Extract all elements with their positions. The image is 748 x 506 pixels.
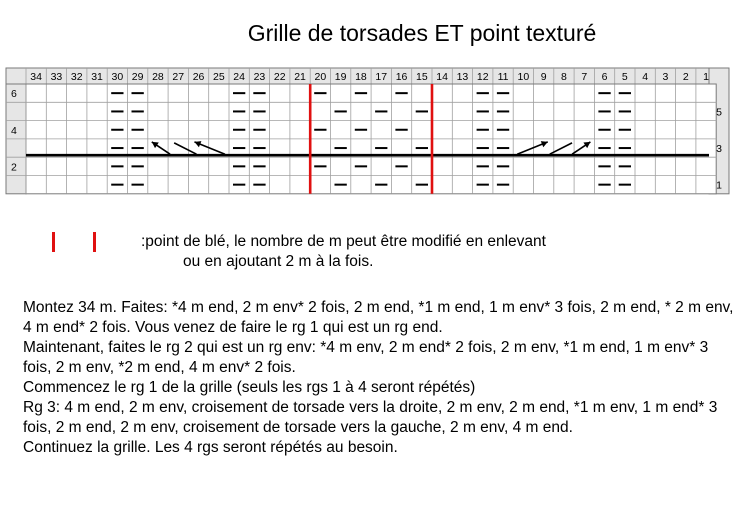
legend-description (141, 232, 701, 272)
knitting-instructions (23, 298, 738, 458)
row-number-label: 3 (716, 143, 722, 156)
stitch-number-label: 24 (233, 71, 245, 83)
stitch-number-label: 8 (561, 71, 567, 83)
stitch-number-label: 5 (621, 71, 628, 83)
stitch-number-label: 16 (395, 71, 408, 83)
instruction-paragraph: Rg 3: 4 m end, 2 m env, croisement de torsade vers la droite, 2 m env, 2 m end, *1 m env, 1 m end* 3 fois, 2 m end, 2 m env, croisement de torsade vers la gauche, 2 m env, 4 m end. (23, 399, 718, 436)
stitch-number-label: 27 (172, 71, 185, 83)
stitch-number-label: 29 (131, 71, 144, 83)
stitch-number-label: 6 (601, 71, 608, 83)
stitch-number-label: 2 (682, 71, 689, 83)
instruction-paragraph: Montez 34 m. Faites: *4 m end, 2 m env* 2 fois, 2 m end, *1 m end, 1 m env* 3 fois, 2 m end, * 2 m env, 4 m end* 2 fois. Vous venez de faire le rg 1 qui est un rg end. (23, 299, 734, 336)
stitch-number-label: 21 (294, 71, 306, 83)
stitch-number-label: 4 (642, 71, 649, 83)
stitch-number-label: 14 (436, 71, 448, 83)
knitting-chart-grid (0, 0, 748, 200)
stitch-number-label: 25 (213, 71, 225, 83)
legend-red-bar-right (93, 232, 96, 252)
row-number-label: 6 (11, 88, 17, 101)
stitch-number-label: 31 (91, 71, 103, 83)
stitch-number-label: 3 (662, 71, 669, 83)
stitch-number-label: 32 (70, 71, 83, 83)
stitch-number-label: 13 (456, 71, 469, 83)
row-number-label: 1 (716, 179, 722, 192)
stitch-number-label: 7 (581, 71, 588, 83)
stitch-number-label: 30 (111, 71, 124, 83)
stitch-number-label: 33 (50, 71, 63, 83)
stitch-number-label: 19 (334, 71, 347, 83)
legend-red-bar-left (52, 232, 55, 252)
stitch-number-label: 18 (355, 71, 367, 83)
stitch-number-label: 12 (476, 71, 489, 83)
stitch-number-label: 11 (497, 71, 509, 83)
stitch-number-label: 26 (192, 71, 205, 83)
page-title: Grille de torsades ET point texturé (247, 20, 597, 46)
stitch-number-label: 22 (273, 71, 286, 83)
stitch-number-label: 20 (314, 71, 327, 83)
stitch-number-label: 10 (517, 71, 530, 83)
legend-line-2: ou en ajoutant 2 m à la fois. (183, 253, 374, 270)
stitch-number-label: 9 (540, 71, 547, 83)
stitch-number-label: 1 (703, 71, 709, 83)
stitch-number-label: 17 (375, 71, 388, 83)
stitch-number-label: 28 (152, 71, 164, 83)
legend-line-1: :point de blé, le nombre de m peut être modifié en enlevant (141, 233, 546, 250)
instruction-paragraph: Continuez la grille. Les 4 rgs seront répétés au besoin. (23, 439, 398, 456)
row-number-label: 2 (11, 161, 17, 174)
instruction-paragraph: Maintenant, faites le rg 2 qui est un rg env: *4 m env, 2 m end* 2 fois, 2 m env, *1 m end, 1 m env* 3 fois, 2 m env, *2 m end, 4 m env* 2 fois. (23, 339, 709, 376)
row-number-label: 5 (716, 106, 722, 119)
stitch-number-label: 34 (30, 71, 42, 83)
stitch-number-label: 23 (253, 71, 266, 83)
legend-red-markers (46, 232, 106, 254)
stitch-number-label: 15 (416, 71, 428, 83)
row-number-label: 4 (11, 124, 17, 137)
instruction-paragraph: Commencez le rg 1 de la grille (seuls les rgs 1 à 4 seront répétés) (23, 379, 476, 396)
